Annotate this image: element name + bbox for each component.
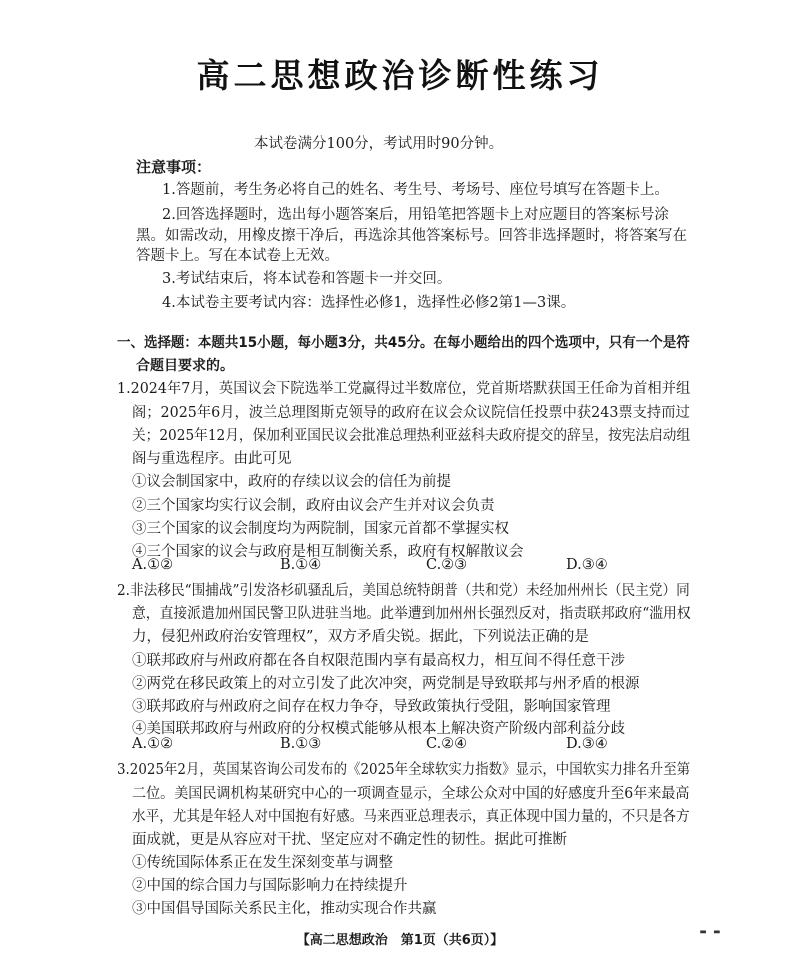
q2-stem-line-2: 意，直接派遣加州国民警卫队进驻当地。此举遭到加州州长强烈反对，指责联邦政府“滥用权 [132, 606, 691, 622]
q1-statement-3: ③三个国家的议会制度均为两院制，国家元首都不掌握实权 [132, 521, 509, 537]
q3-statement-3: ③中国倡导国际关系民主化，推动实现合作共赢 [132, 901, 437, 917]
q3-statement-2: ②中国的综合国力与国际影响力在持续提升 [132, 878, 408, 894]
notice-item-4: 4.本试卷主要考试内容：选择性必修1，选择性必修2第1—3课。 [162, 295, 576, 311]
exam-info: 本试卷满分100分，考试用时90分钟。 [254, 136, 504, 152]
q1-statement-2: ②三个国家均实行议会制，政府由议会产生并对议会负责 [132, 498, 495, 514]
q2-option-b: B.①③ [280, 736, 322, 752]
notice-item-1: 1.答题前，考生务必将自己的姓名、考生号、考场号、座位号填写在答题卡上。 [162, 182, 669, 198]
q3-stem-line-4: 面成就，更是从容应对干扰、坚定应对不确定性的韧性。据此可推断 [132, 832, 567, 848]
q1-option-a: A.①② [132, 557, 174, 573]
q2-statement-4: ④美国联邦政府与州政府的分权模式能够从根本上解决资产阶级内部利益分歧 [132, 721, 625, 737]
q3-stem-line-3: 水平，尤其是年轻人对中国抱有好感。马来西亚总理表示，真正体现中国力量的，不只是各方 [132, 809, 690, 825]
q1-statement-4: ④三个国家的议会与政府是相互制衡关系，政府有权解散议会 [132, 544, 524, 560]
q1-option-d: D.③④ [566, 557, 608, 573]
corner-mark: " [692, 930, 727, 941]
page-footer: 【高二思想政治 第1页（共6页）】 [296, 933, 504, 948]
q3-stem-line-2: 二位。美国民调机构某研究中心的一项调查显示，全球公众对中国的好感度升至6年来最高 [132, 786, 690, 802]
notice-item-2-cont: 黑。如需改动，用橡皮擦干净后，再选涂其他答案标号。回答非选择题时，将答案写在 [136, 228, 687, 244]
q1-stem-line-4: 阁与重选程序。由此可见 [132, 451, 292, 467]
q1-stem-line-3: 关；2025年12月，保加利亚国民议会批准总理热利亚兹科夫政府提交的辞呈，按宪法启动组 [132, 428, 691, 444]
q3-stem-line-1: 3.2025年2月，英国某咨询公司发布的《2025年全球软实力指数》显示，中国软实力排名升至第 [117, 762, 691, 778]
q2-option-a: A.①② [132, 736, 174, 752]
notice-item-3: 3.考试结束后，将本试卷和答题卡一并交回。 [162, 271, 452, 287]
q2-option-c: C.②④ [426, 736, 468, 752]
section-heading-cont: 合题目要求的。 [136, 358, 234, 374]
q1-statement-1: ①议会制国家中，政府的存续以议会的信任为前提 [132, 474, 451, 490]
q2-statement-1: ①联邦政府与州政府都在各自权限范围内享有最高权力，相互间不得任意干涉 [132, 653, 625, 669]
q1-option-b: B.①④ [280, 557, 322, 573]
q1-stem-line-2: 阁；2025年6月，波兰总理图斯克领导的政府在议会众议院信任投票中获243票支持而过 [132, 405, 690, 421]
notice-item-2-end: 答题卡上。写在本试卷上无效。 [136, 248, 339, 264]
page-title: 高二思想政治诊断性练习 [196, 56, 604, 95]
q2-stem-line-3: 力，侵犯州政府治安管理权”，双方矛盾尖锐。据此，下列说法正确的是 [132, 629, 589, 645]
q2-option-d: D.③④ [566, 736, 608, 752]
notice-item-2: 2.回答选择题时，选出每小题答案后，用铅笔把答题卡上对应题目的答案标号涂 [162, 207, 669, 223]
section-heading: 一、选择题：本题共15小题，每小题3分，共45分。在每小题给出的四个选项中，只有一个是符 [117, 335, 690, 351]
q1-option-c: C.②③ [426, 557, 468, 573]
q1-stem-line-1: 1.2024年7月，英国议会下院选举工党赢得过半数席位，党首斯塔默获国王任命为首相并组 [117, 381, 691, 397]
q2-statement-2: ②两党在移民政策上的对立引发了此次冲突，两党制是导致联邦与州矛盾的根源 [132, 676, 640, 692]
q2-stem-line-1: 2.非法移民“围捕战”引发洛杉矶骚乱后，美国总统特朗普（共和党）未经加州州长（民主党）同 [117, 583, 690, 599]
notice-heading: 注意事项： [136, 158, 212, 176]
q3-statement-1: ①传统国际体系正在发生深刻变革与调整 [132, 855, 393, 871]
q2-statement-3: ③联邦政府与州政府之间存在权力争夺，导致政策执行受阻，影响国家管理 [132, 699, 611, 715]
